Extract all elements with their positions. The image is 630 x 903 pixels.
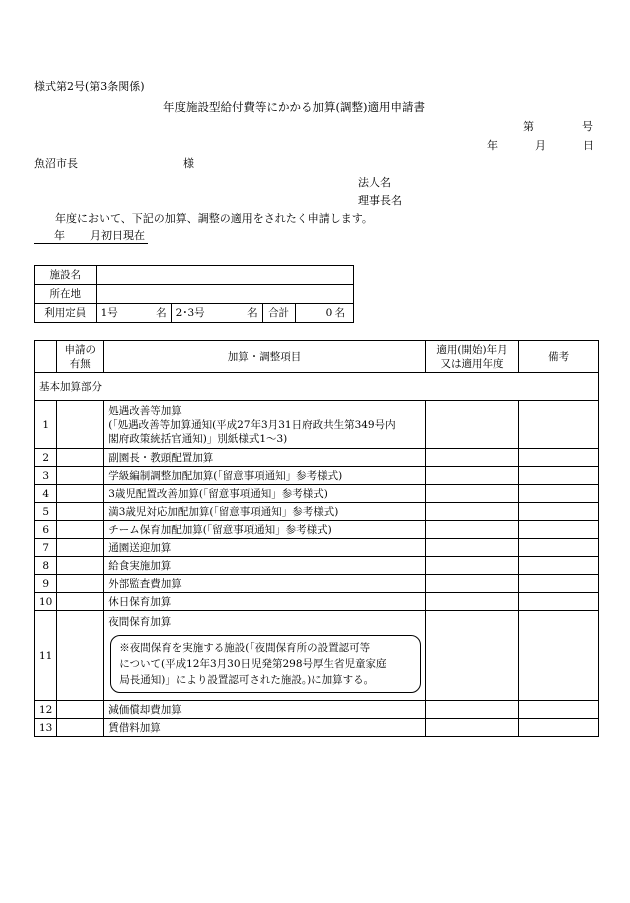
header-apply-line1: 申請の <box>64 343 97 356</box>
night-care-note <box>110 635 421 693</box>
row-apply-cell[interactable] <box>57 503 104 521</box>
row-item: 満3歳児対応加配加算(「留意事項通知」参考様式) <box>104 503 426 521</box>
row-no: 2 <box>35 449 57 467</box>
row-item: 外部監査費加算 <box>104 575 426 593</box>
row-item: 賃借料加算 <box>104 719 426 737</box>
row-remarks-cell[interactable] <box>519 719 599 737</box>
row-no: 3 <box>35 467 57 485</box>
row-remarks-cell[interactable] <box>519 467 599 485</box>
header-no <box>35 341 57 373</box>
row-period-cell[interactable] <box>425 539 519 557</box>
form-number: 様式第2号(第3条関係) <box>34 80 145 93</box>
table-row <box>35 485 599 503</box>
row-item: 3歳児配置改善加算(「留意事項通知」参考様式) <box>104 485 426 503</box>
row-apply-cell[interactable] <box>57 575 104 593</box>
row-no: 4 <box>35 485 57 503</box>
table-row <box>35 719 599 737</box>
table-row <box>35 521 599 539</box>
row-apply-cell[interactable] <box>57 449 104 467</box>
row-remarks-cell[interactable] <box>519 701 599 719</box>
capacity-23go-unit: 名 <box>247 307 258 319</box>
note-line2: について(平成12年3月30日児発第298号厚生省児童家庭 <box>119 658 387 670</box>
note-line1: ※夜間保育を実施する施設(「夜間保育所の設置認可等 <box>119 642 371 654</box>
table-row <box>35 449 599 467</box>
row-apply-cell[interactable] <box>57 557 104 575</box>
row-remarks-cell[interactable] <box>519 521 599 539</box>
row-no: 8 <box>35 557 57 575</box>
row-apply-cell[interactable] <box>57 701 104 719</box>
facility-name-label: 施設名 <box>35 266 97 285</box>
section-basic: 基本加算部分 <box>35 373 599 401</box>
header-apply-line2: 有無 <box>69 357 91 370</box>
row-item-title: 夜間保育加算 <box>108 616 172 628</box>
items-table <box>34 340 599 737</box>
row-period-cell[interactable] <box>425 449 519 467</box>
row-no: 9 <box>35 575 57 593</box>
row-period-cell[interactable] <box>425 467 519 485</box>
row-item: 副園長・教頭配置加算 <box>104 449 426 467</box>
row-no: 5 <box>35 503 57 521</box>
row-item-title: 処遇改善等加算 <box>108 404 182 417</box>
row-item: チーム保育加配加算(「留意事項通知」参考様式) <box>104 521 426 539</box>
row-apply-cell[interactable] <box>57 719 104 737</box>
row-period-cell[interactable] <box>425 593 519 611</box>
capacity-1go-label: 1号 <box>100 307 118 319</box>
table-row <box>35 611 599 701</box>
row-period-cell[interactable] <box>425 719 519 737</box>
row-period-cell[interactable] <box>425 611 519 701</box>
table-row <box>35 401 599 449</box>
doc-no-dai: 第 <box>523 120 534 133</box>
row-item: 休日保育加算 <box>104 593 426 611</box>
capacity-23go[interactable] <box>172 304 263 322</box>
capacity-total <box>296 304 353 322</box>
row-no: 7 <box>35 539 57 557</box>
row-item: 学級編制調整加配加算(「留意事項通知」参考様式) <box>104 467 426 485</box>
row-remarks-cell[interactable] <box>519 575 599 593</box>
table-row <box>35 575 599 593</box>
capacity-23go-label: 2･3号 <box>175 307 205 319</box>
row-apply-cell[interactable] <box>57 401 104 449</box>
date-day: 日 <box>583 139 594 152</box>
row-no: 11 <box>35 611 57 701</box>
as-of-line <box>34 229 148 244</box>
row-item: 給食実施加算 <box>104 557 426 575</box>
header-apply <box>57 341 104 373</box>
row-item-sub-line1: (「処遇改善等加算通知(平成27年3月31日府政共生第349号内 <box>108 418 396 431</box>
capacity-cell <box>96 304 353 323</box>
as-of-text: 月初日現在 <box>90 229 145 242</box>
doc-no-go: 号 <box>582 120 593 133</box>
table-row <box>35 467 599 485</box>
row-item: 減価償却費加算 <box>104 701 426 719</box>
row-period-cell[interactable] <box>425 503 519 521</box>
row-no: 13 <box>35 719 57 737</box>
row-remarks-cell[interactable] <box>519 593 599 611</box>
row-no: 1 <box>35 401 57 449</box>
row-no: 6 <box>35 521 57 539</box>
facility-location-value[interactable] <box>96 285 353 304</box>
row-remarks-cell[interactable] <box>519 401 599 449</box>
row-remarks-cell[interactable] <box>519 611 599 701</box>
row-item <box>104 401 426 449</box>
capacity-total-unit: 名 <box>334 307 345 319</box>
capacity-total-label: 合計 <box>263 304 296 322</box>
row-item <box>104 611 426 701</box>
capacity-1go-unit: 名 <box>156 307 167 319</box>
date-year: 年 <box>487 139 498 152</box>
row-apply-cell[interactable] <box>57 485 104 503</box>
table-row <box>35 701 599 719</box>
document-title: 年度施設型給付費等にかかる加算(調整)適用申請書 <box>163 100 425 114</box>
row-remarks-cell[interactable] <box>519 485 599 503</box>
row-apply-cell[interactable] <box>57 539 104 557</box>
table-row <box>35 593 599 611</box>
as-of-year: 年 <box>54 229 65 242</box>
table-row <box>35 539 599 557</box>
row-no: 10 <box>35 593 57 611</box>
facility-table <box>34 265 354 323</box>
header-period <box>425 341 519 373</box>
row-remarks-cell[interactable] <box>519 503 599 521</box>
row-period-cell[interactable] <box>425 701 519 719</box>
table-row <box>35 503 599 521</box>
table-row <box>35 557 599 575</box>
row-period-cell[interactable] <box>425 485 519 503</box>
statement: 年度において、下記の加算、調整の適用をされたく申請します。 <box>55 212 373 225</box>
addressee-sama: 様 <box>183 157 194 170</box>
director-name-label: 理事長名 <box>358 194 402 207</box>
row-period-cell[interactable] <box>425 557 519 575</box>
capacity-total-value: 0 <box>325 307 333 319</box>
row-remarks-cell[interactable] <box>519 449 599 467</box>
row-apply-cell[interactable] <box>57 467 104 485</box>
header-item: 加算・調整項目 <box>104 341 426 373</box>
row-period-cell[interactable] <box>425 521 519 539</box>
capacity-1go[interactable] <box>97 304 172 322</box>
row-period-cell[interactable] <box>425 575 519 593</box>
facility-location-label: 所在地 <box>35 285 97 304</box>
row-item-sub-line2: 閣府政策統括官通知)」別紙様式1～3) <box>108 432 288 445</box>
row-remarks-cell[interactable] <box>519 557 599 575</box>
header-period-line1: 適用(開始)年月 <box>436 343 508 356</box>
row-apply-cell[interactable] <box>57 611 104 701</box>
addressee-name: 魚沼市長 <box>34 157 78 170</box>
header-remarks: 備考 <box>519 341 599 373</box>
row-no: 12 <box>35 701 57 719</box>
facility-name-value[interactable] <box>96 266 353 285</box>
row-apply-cell[interactable] <box>57 593 104 611</box>
row-period-cell[interactable] <box>425 401 519 449</box>
date-month: 月 <box>535 139 546 152</box>
row-item: 通園送迎加算 <box>104 539 426 557</box>
corp-name-label: 法人名 <box>358 176 391 189</box>
header-period-line2: 又は適用年度 <box>440 357 504 370</box>
row-remarks-cell[interactable] <box>519 539 599 557</box>
capacity-label: 利用定員 <box>35 304 97 323</box>
note-line3: 局長通知)」により設置認可された施設。)に加算する。 <box>119 674 375 686</box>
row-apply-cell[interactable] <box>57 521 104 539</box>
